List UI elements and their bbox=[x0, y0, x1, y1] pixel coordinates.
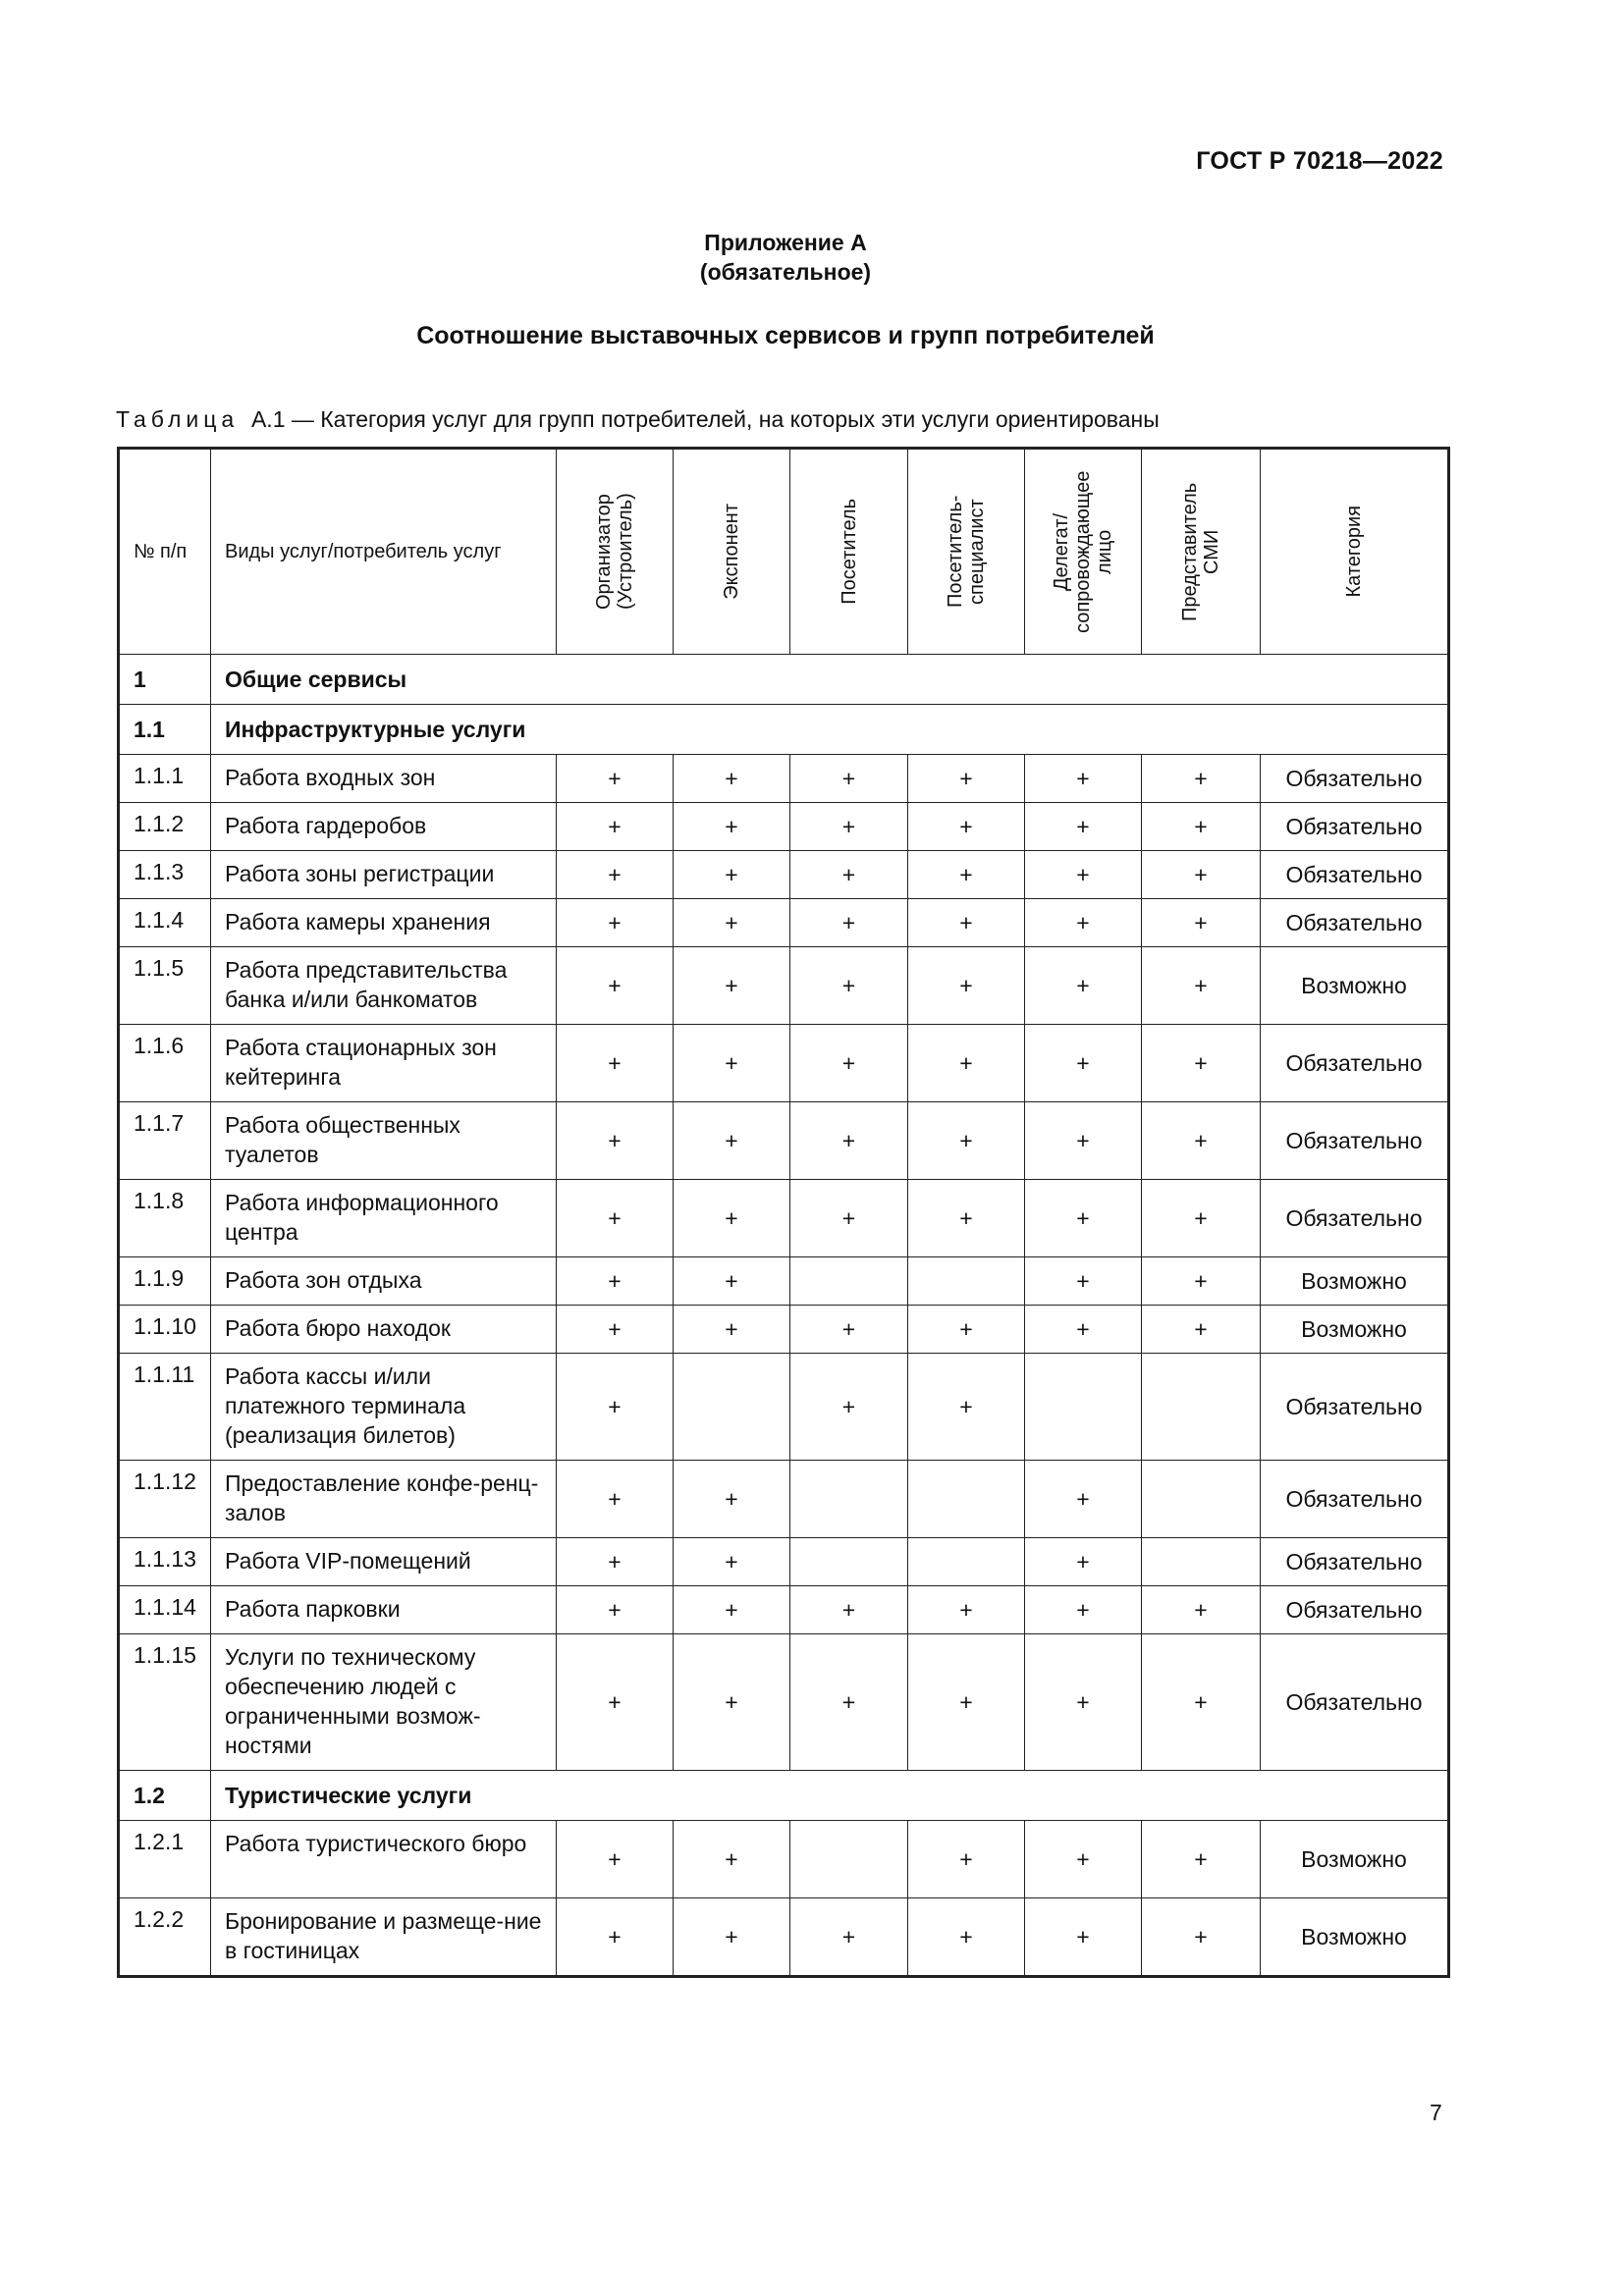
consumer-mark: + bbox=[908, 851, 1025, 899]
row-number: 1.1.2 bbox=[119, 803, 211, 851]
category-value: Обязательно bbox=[1261, 1538, 1449, 1586]
annex-status: (обязательное) bbox=[699, 259, 872, 285]
service-name: Услуги по техническому обеспечению людей с ограниченными возмож-ностями bbox=[211, 1634, 557, 1771]
consumer-mark bbox=[790, 1538, 908, 1586]
section-row bbox=[119, 1771, 1449, 1821]
service-name: Работа парковки bbox=[211, 1586, 557, 1634]
consumer-mark: + bbox=[790, 1354, 908, 1461]
consumer-mark: + bbox=[1142, 1257, 1261, 1306]
service-name: Работа входных зон bbox=[211, 755, 557, 803]
consumer-mark: + bbox=[674, 803, 790, 851]
consumer-mark: + bbox=[1025, 1102, 1142, 1180]
table-body bbox=[119, 655, 1449, 1977]
row-number: 1.1.11 bbox=[119, 1354, 211, 1461]
category-value: Возможно bbox=[1261, 947, 1449, 1025]
consumer-mark: + bbox=[1142, 1586, 1261, 1634]
consumer-mark: + bbox=[1142, 755, 1261, 803]
consumer-mark: + bbox=[908, 1102, 1025, 1180]
consumer-mark: + bbox=[1025, 851, 1142, 899]
service-name: Работа представительства банка и/или банкоматов bbox=[211, 947, 557, 1025]
consumer-mark: + bbox=[674, 899, 790, 947]
consumer-mark: + bbox=[790, 1586, 908, 1634]
table-caption-word: Таблица bbox=[116, 406, 240, 432]
row-number: 1.1.8 bbox=[119, 1180, 211, 1257]
service-name: Бронирование и размеще-ние в гостиницах bbox=[211, 1898, 557, 1977]
category-value: Обязательно bbox=[1261, 1354, 1449, 1461]
consumer-mark: + bbox=[1142, 947, 1261, 1025]
consumer-mark: + bbox=[557, 1257, 674, 1306]
consumer-mark bbox=[790, 1461, 908, 1538]
service-name: Работа камеры хранения bbox=[211, 899, 557, 947]
consumer-mark: + bbox=[557, 1306, 674, 1354]
row-number: 1.1.13 bbox=[119, 1538, 211, 1586]
annex-label: Приложение А bbox=[704, 230, 867, 255]
table-caption-text: А.1 — Категория услуг для групп потребителей, на которых эти услуги ориентированы bbox=[250, 406, 1160, 432]
consumer-mark: + bbox=[674, 1634, 790, 1771]
service-name: Предоставление конфе-ренц-залов bbox=[211, 1461, 557, 1538]
consumer-mark: + bbox=[674, 1180, 790, 1257]
category-value: Возможно bbox=[1261, 1898, 1449, 1977]
consumer-mark: + bbox=[1025, 755, 1142, 803]
consumer-mark bbox=[674, 1354, 790, 1461]
consumer-mark: + bbox=[1142, 803, 1261, 851]
consumer-mark: + bbox=[1025, 947, 1142, 1025]
consumer-mark bbox=[1142, 1538, 1261, 1586]
consumer-mark bbox=[908, 1257, 1025, 1306]
row-number: 1.1.14 bbox=[119, 1586, 211, 1634]
consumer-mark bbox=[790, 1821, 908, 1898]
consumer-mark: + bbox=[557, 851, 674, 899]
consumer-mark: + bbox=[1025, 1634, 1142, 1771]
consumer-mark: + bbox=[557, 1180, 674, 1257]
consumer-mark: + bbox=[1142, 1306, 1261, 1354]
section-row bbox=[119, 705, 1449, 755]
category-value: Возможно bbox=[1261, 1821, 1449, 1898]
table-row bbox=[119, 1354, 1449, 1461]
consumer-mark: + bbox=[557, 1821, 674, 1898]
table-caption bbox=[116, 406, 1160, 433]
consumer-mark: + bbox=[1025, 1538, 1142, 1586]
header-category: Категория bbox=[1261, 449, 1449, 655]
consumer-mark: + bbox=[674, 1257, 790, 1306]
service-name: Работа стационарных зон кейтеринга bbox=[211, 1025, 557, 1102]
consumer-mark: + bbox=[674, 1102, 790, 1180]
consumer-mark: + bbox=[1142, 1634, 1261, 1771]
consumer-mark: + bbox=[908, 1306, 1025, 1354]
table-row bbox=[119, 1586, 1449, 1634]
consumer-mark: + bbox=[1025, 1180, 1142, 1257]
service-name: Работа информационного центра bbox=[211, 1180, 557, 1257]
row-number: 1.1.4 bbox=[119, 899, 211, 947]
consumer-mark: + bbox=[674, 851, 790, 899]
consumer-mark: + bbox=[1142, 851, 1261, 899]
row-number: 1.1.1 bbox=[119, 755, 211, 803]
category-value: Обязательно bbox=[1261, 1102, 1449, 1180]
category-value: Обязательно bbox=[1261, 1025, 1449, 1102]
header-media: Представитель СМИ bbox=[1142, 449, 1261, 655]
consumer-mark bbox=[1025, 1354, 1142, 1461]
consumer-mark: + bbox=[908, 803, 1025, 851]
consumer-mark: + bbox=[674, 1306, 790, 1354]
consumer-mark: + bbox=[790, 755, 908, 803]
consumer-mark: + bbox=[1025, 1025, 1142, 1102]
table-row bbox=[119, 1102, 1449, 1180]
consumer-mark: + bbox=[908, 1821, 1025, 1898]
consumer-mark: + bbox=[790, 803, 908, 851]
consumer-mark: + bbox=[908, 1586, 1025, 1634]
consumer-mark: + bbox=[790, 1102, 908, 1180]
table-row bbox=[119, 1257, 1449, 1306]
section-number: 1 bbox=[119, 655, 211, 705]
consumer-mark: + bbox=[1142, 1025, 1261, 1102]
row-number: 1.2.1 bbox=[119, 1821, 211, 1898]
section-number: 1.2 bbox=[119, 1771, 211, 1821]
consumer-mark: + bbox=[557, 1461, 674, 1538]
consumer-mark: + bbox=[557, 1025, 674, 1102]
consumer-mark: + bbox=[790, 1306, 908, 1354]
consumer-mark: + bbox=[908, 1180, 1025, 1257]
table-row bbox=[119, 1025, 1449, 1102]
consumer-mark: + bbox=[674, 1586, 790, 1634]
table-row bbox=[119, 1821, 1449, 1898]
consumer-mark: + bbox=[557, 1586, 674, 1634]
category-value: Обязательно bbox=[1261, 1461, 1449, 1538]
consumer-mark: + bbox=[790, 851, 908, 899]
header-number: № п/п bbox=[119, 449, 211, 655]
consumer-mark: + bbox=[674, 1821, 790, 1898]
row-number: 1.1.10 bbox=[119, 1306, 211, 1354]
document-code: ГОСТ Р 70218—2022 bbox=[1196, 147, 1443, 175]
section-number: 1.1 bbox=[119, 705, 211, 755]
consumer-mark: + bbox=[790, 1898, 908, 1977]
consumer-mark: + bbox=[790, 899, 908, 947]
consumer-mark: + bbox=[557, 1102, 674, 1180]
consumer-mark: + bbox=[1025, 1461, 1142, 1538]
category-value: Обязательно bbox=[1261, 851, 1449, 899]
header-specialist: Посетитель-специалист bbox=[908, 449, 1025, 655]
consumer-mark bbox=[1142, 1354, 1261, 1461]
service-name: Работа общественных туалетов bbox=[211, 1102, 557, 1180]
category-value: Возможно bbox=[1261, 1257, 1449, 1306]
row-number: 1.1.12 bbox=[119, 1461, 211, 1538]
consumer-mark: + bbox=[908, 1634, 1025, 1771]
consumer-mark bbox=[908, 1461, 1025, 1538]
row-number: 1.1.7 bbox=[119, 1102, 211, 1180]
row-number: 1.1.6 bbox=[119, 1025, 211, 1102]
consumer-mark: + bbox=[674, 1025, 790, 1102]
table-header-row bbox=[119, 449, 1449, 655]
consumer-mark: + bbox=[790, 1634, 908, 1771]
consumer-mark: + bbox=[790, 947, 908, 1025]
header-service: Виды услуг/потребитель услуг bbox=[211, 449, 557, 655]
consumer-mark: + bbox=[1142, 1180, 1261, 1257]
header-visitor: Посетитель bbox=[790, 449, 908, 655]
consumer-mark bbox=[908, 1538, 1025, 1586]
consumer-mark: + bbox=[674, 1538, 790, 1586]
consumer-mark: + bbox=[908, 1354, 1025, 1461]
page-number: 7 bbox=[1430, 2100, 1442, 2125]
consumer-mark: + bbox=[1142, 899, 1261, 947]
consumer-mark: + bbox=[908, 1025, 1025, 1102]
row-number: 1.1.5 bbox=[119, 947, 211, 1025]
consumer-mark: + bbox=[557, 1634, 674, 1771]
annex-heading bbox=[0, 228, 1571, 287]
consumer-mark: + bbox=[1025, 1306, 1142, 1354]
row-number: 1.2.2 bbox=[119, 1898, 211, 1977]
section-title: Общие сервисы bbox=[211, 655, 1449, 705]
consumer-mark: + bbox=[557, 1354, 674, 1461]
table-row bbox=[119, 803, 1449, 851]
section-row bbox=[119, 655, 1449, 705]
consumer-mark: + bbox=[674, 1461, 790, 1538]
service-name: Работа кассы и/или платежного терминала (реализация билетов) bbox=[211, 1354, 557, 1461]
category-value: Обязательно bbox=[1261, 1180, 1449, 1257]
header-delegate: Делегат/ сопровождающее лицо bbox=[1025, 449, 1142, 655]
consumer-mark: + bbox=[1025, 1821, 1142, 1898]
consumer-mark: + bbox=[1142, 1898, 1261, 1977]
service-name: Работа зоны регистрации bbox=[211, 851, 557, 899]
consumer-mark: + bbox=[557, 803, 674, 851]
category-value: Обязательно bbox=[1261, 1586, 1449, 1634]
consumer-mark: + bbox=[1025, 1257, 1142, 1306]
consumer-mark: + bbox=[1142, 1102, 1261, 1180]
consumer-mark: + bbox=[908, 899, 1025, 947]
consumer-mark: + bbox=[557, 899, 674, 947]
section-title: Туристические услуги bbox=[211, 1771, 1449, 1821]
consumer-mark: + bbox=[908, 947, 1025, 1025]
service-name: Работа VIP-помещений bbox=[211, 1538, 557, 1586]
table-row bbox=[119, 1180, 1449, 1257]
annex-title: Соотношение выставочных сервисов и групп потребителей bbox=[416, 322, 1155, 349]
table-row bbox=[119, 1538, 1449, 1586]
consumer-mark: + bbox=[557, 1538, 674, 1586]
category-value: Возможно bbox=[1261, 1306, 1449, 1354]
category-value: Обязательно bbox=[1261, 899, 1449, 947]
consumer-mark bbox=[790, 1257, 908, 1306]
category-value: Обязательно bbox=[1261, 755, 1449, 803]
row-number: 1.1.9 bbox=[119, 1257, 211, 1306]
category-value: Обязательно bbox=[1261, 803, 1449, 851]
table-row bbox=[119, 1898, 1449, 1977]
table-row bbox=[119, 899, 1449, 947]
table-row bbox=[119, 851, 1449, 899]
service-name: Работа зон отдыха bbox=[211, 1257, 557, 1306]
consumer-mark: + bbox=[557, 947, 674, 1025]
category-value: Обязательно bbox=[1261, 1634, 1449, 1771]
consumer-mark: + bbox=[1142, 1821, 1261, 1898]
consumer-mark: + bbox=[1025, 899, 1142, 947]
header-organizer: Организатор (Устроитель) bbox=[557, 449, 674, 655]
service-name: Работа гардеробов bbox=[211, 803, 557, 851]
table-row bbox=[119, 1306, 1449, 1354]
service-name: Работа туристического бюро bbox=[211, 1821, 557, 1898]
services-table bbox=[117, 447, 1450, 1978]
table-row bbox=[119, 1634, 1449, 1771]
consumer-mark bbox=[1142, 1461, 1261, 1538]
table-row bbox=[119, 755, 1449, 803]
consumer-mark: + bbox=[790, 1180, 908, 1257]
consumer-mark: + bbox=[1025, 803, 1142, 851]
consumer-mark: + bbox=[1025, 1898, 1142, 1977]
row-number: 1.1.15 bbox=[119, 1634, 211, 1771]
header-exhibitor: Экспонент bbox=[674, 449, 790, 655]
service-name: Работа бюро находок bbox=[211, 1306, 557, 1354]
table-row bbox=[119, 1461, 1449, 1538]
consumer-mark: + bbox=[908, 755, 1025, 803]
consumer-mark: + bbox=[674, 1898, 790, 1977]
table-row bbox=[119, 947, 1449, 1025]
row-number: 1.1.3 bbox=[119, 851, 211, 899]
consumer-mark: + bbox=[1025, 1586, 1142, 1634]
consumer-mark: + bbox=[674, 755, 790, 803]
section-title: Инфраструктурные услуги bbox=[211, 705, 1449, 755]
consumer-mark: + bbox=[557, 1898, 674, 1977]
consumer-mark: + bbox=[908, 1898, 1025, 1977]
consumer-mark: + bbox=[557, 755, 674, 803]
consumer-mark: + bbox=[790, 1025, 908, 1102]
consumer-mark: + bbox=[674, 947, 790, 1025]
